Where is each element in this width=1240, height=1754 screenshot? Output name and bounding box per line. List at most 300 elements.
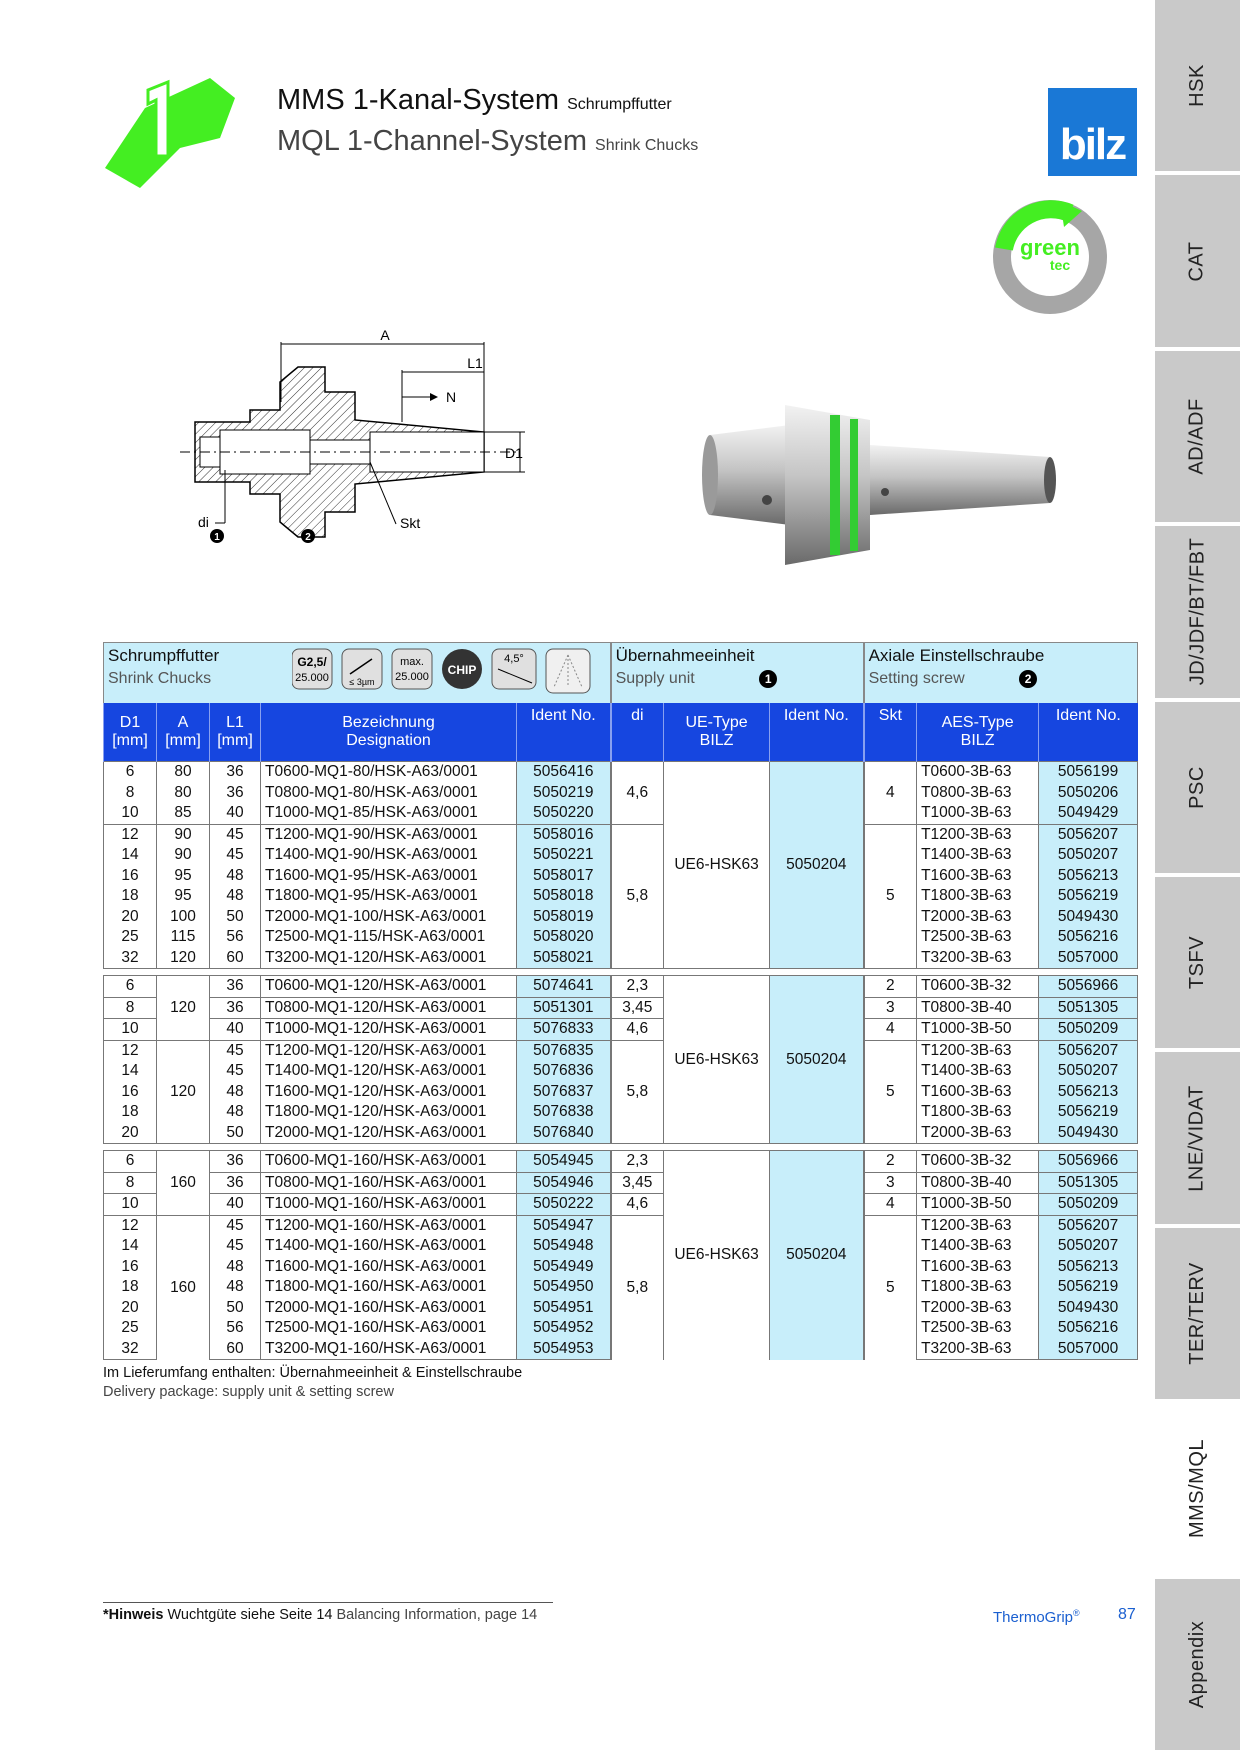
table-row	[104, 824, 1138, 845]
col-l1: L1 [mm]	[210, 703, 261, 762]
cell-designation: T1600-MQ1-95/HSK-A63/0001	[261, 866, 517, 887]
table-row	[104, 1040, 1138, 1061]
cell-designation: T1400-MQ1-90/HSK-A63/0001	[261, 845, 517, 866]
cell-l1: 48	[210, 1082, 261, 1103]
cell-aes-type: T1800-3B-63	[917, 1277, 1039, 1298]
cell-designation: T1200-MQ1-90/HSK-A63/0001	[261, 824, 517, 845]
cell-di: 4,6	[611, 762, 664, 825]
note-de: Im Lieferumfang enthalten: Übernahmeeinheit & Einstellschraube	[103, 1365, 523, 1381]
hint-label: *Hinweis	[103, 1607, 164, 1623]
cell-l1: 40	[210, 803, 261, 824]
cell-skt: 5	[864, 1040, 917, 1144]
cell-aes-type: T2000-3B-63	[917, 1298, 1039, 1319]
cell-ident: 5058018	[517, 886, 611, 907]
col-di: di	[611, 703, 664, 762]
cell-d1: 14	[104, 1236, 157, 1257]
delivery-notes	[103, 1364, 522, 1402]
cell-ue-ident: 5050204	[770, 1151, 864, 1360]
col-a: A [mm]	[157, 703, 210, 762]
dim-l1: L1	[467, 355, 483, 371]
product-photo	[700, 395, 1060, 575]
cell-ident: 5054950	[517, 1277, 611, 1298]
cell-aes-type: T2000-3B-63	[917, 1123, 1039, 1144]
cell-aes-ident: 5050206	[1039, 783, 1138, 804]
cell-d1: 16	[104, 1257, 157, 1278]
group-header-row	[104, 643, 1138, 704]
cell-ident: 5076840	[517, 1123, 611, 1144]
cell-d1: 10	[104, 1194, 157, 1216]
cell-l1: 45	[210, 1215, 261, 1236]
cell-ue-ident: 5050204	[770, 762, 864, 969]
cell-aes-type: T1600-3B-63	[917, 866, 1039, 887]
cell-l1: 56	[210, 1318, 261, 1339]
sidebar-tab-psc[interactable]	[1155, 702, 1240, 877]
cell-aes-type: T1200-3B-63	[917, 1040, 1039, 1061]
sidebar-tab-ad-adf[interactable]	[1155, 351, 1240, 526]
sidebar-tab-hsk[interactable]	[1155, 0, 1240, 175]
note-en: Delivery package: supply unit & setting screw	[103, 1384, 394, 1400]
sidebar-tab-cat[interactable]	[1155, 175, 1240, 350]
cell-aes-type: T0800-3B-63	[917, 783, 1039, 804]
icon-max-25000: 25.000	[395, 671, 429, 683]
cell-ue-type: UE6-HSK63	[664, 762, 770, 969]
col-skt: Skt	[864, 703, 917, 762]
sidebar-tab-appendix[interactable]	[1155, 1579, 1240, 1754]
cell-aes-ident: 5057000	[1039, 1339, 1138, 1360]
cell-aes-type: T1800-3B-63	[917, 886, 1039, 907]
cell-ident: 5054951	[517, 1298, 611, 1319]
cell-d1: 16	[104, 866, 157, 887]
cell-l1: 36	[210, 976, 261, 998]
cell-aes-ident: 5056207	[1039, 1040, 1138, 1061]
cell-skt: 4	[864, 1019, 917, 1041]
cell-aes-type: T2500-3B-63	[917, 1318, 1039, 1339]
dim-a: A	[380, 327, 390, 343]
cell-d1: 12	[104, 1040, 157, 1061]
marker-1-text: 1	[214, 532, 220, 543]
block-separator	[104, 1144, 1138, 1151]
cell-ident: 5076836	[517, 1061, 611, 1082]
technical-drawing	[180, 322, 600, 612]
cell-d1: 10	[104, 803, 157, 824]
cell-l1: 48	[210, 1257, 261, 1278]
sidebar-tab-label: AD/ADF	[1186, 398, 1208, 475]
cell-d1: 20	[104, 907, 157, 928]
cell-l1: 45	[210, 845, 261, 866]
cell-d1: 6	[104, 1151, 157, 1173]
cell-ue-type: UE6-HSK63	[664, 1151, 770, 1360]
cell-a: 120	[157, 1040, 210, 1144]
cell-di: 4,6	[611, 1194, 664, 1216]
cell-aes-ident: 5056219	[1039, 1102, 1138, 1123]
cell-skt: 5	[864, 824, 917, 969]
cell-l1: 60	[210, 1339, 261, 1360]
cell-aes-ident: 5049430	[1039, 1123, 1138, 1144]
cell-a: 90	[157, 845, 210, 866]
cell-skt: 3	[864, 1172, 917, 1194]
cell-designation: T1000-MQ1-120/HSK-A63/0001	[261, 1019, 517, 1041]
table-row	[104, 1019, 1138, 1041]
cell-aes-ident: 5056207	[1039, 824, 1138, 845]
group3-title-en: Setting screw	[868, 670, 965, 688]
sidebar-tab-label: HSK	[1186, 64, 1208, 107]
cell-ident: 5076835	[517, 1040, 611, 1061]
cell-aes-type: T3200-3B-63	[917, 948, 1039, 969]
cell-aes-ident: 5056213	[1039, 866, 1138, 887]
cell-l1: 50	[210, 1298, 261, 1319]
group1-title-en: Shrink Chucks	[108, 670, 212, 687]
cell-d1: 10	[104, 1019, 157, 1041]
sidebar-tab-label: LNE/VIDAT	[1186, 1084, 1208, 1192]
icon-angle: 4,5°	[504, 653, 524, 665]
group2-title-en: Supply unit	[615, 670, 695, 688]
cell-l1: 50	[210, 907, 261, 928]
cell-a: 90	[157, 824, 210, 845]
cell-designation: T2000-MQ1-120/HSK-A63/0001	[261, 1123, 517, 1144]
cell-skt: 4	[864, 762, 917, 825]
cell-aes-ident: 5057000	[1039, 948, 1138, 969]
page-number: 87	[1118, 1606, 1136, 1623]
cell-ident: 5054947	[517, 1215, 611, 1236]
cell-d1: 20	[104, 1123, 157, 1144]
cell-skt: 5	[864, 1215, 917, 1360]
cell-a: 115	[157, 927, 210, 948]
cell-a: 95	[157, 866, 210, 887]
icon-g25: G2,5/	[297, 655, 327, 669]
cell-ident: 5074641	[517, 976, 611, 998]
cell-designation: T1600-MQ1-120/HSK-A63/0001	[261, 1082, 517, 1103]
cell-aes-type: T2500-3B-63	[917, 927, 1039, 948]
cell-aes-ident: 5051305	[1039, 1172, 1138, 1194]
label-skt: Skt	[400, 515, 421, 531]
title-en: MQL 1-Channel-System Shrink Chucks	[277, 125, 699, 157]
cell-aes-ident: 5056966	[1039, 976, 1138, 998]
group3-title-de: Axiale Einstellschraube	[868, 646, 1045, 665]
sidebar-tab-lne-vidat[interactable]	[1155, 1052, 1240, 1227]
cell-skt: 4	[864, 1194, 917, 1216]
col-ident3: Ident No.	[1039, 703, 1138, 762]
cell-ident: 5058017	[517, 866, 611, 887]
cell-designation: T3200-MQ1-120/HSK-A63/0001	[261, 948, 517, 969]
title-de: MMS 1-Kanal-System Schrumpffutter	[277, 84, 672, 116]
cell-ident: 5058020	[517, 927, 611, 948]
cell-designation: T3200-MQ1-160/HSK-A63/0001	[261, 1339, 517, 1360]
feature-icons	[292, 647, 602, 695]
group-shrink-chucks	[104, 643, 611, 704]
cell-l1: 45	[210, 1061, 261, 1082]
label-di: di	[198, 514, 209, 530]
cell-designation: T1000-MQ1-85/HSK-A63/0001	[261, 803, 517, 824]
cell-d1: 8	[104, 1172, 157, 1194]
sidebar-tab-mms-mql[interactable]	[1155, 1403, 1240, 1578]
cell-designation: T2000-MQ1-100/HSK-A63/0001	[261, 907, 517, 928]
cell-d1: 14	[104, 1061, 157, 1082]
table-row	[104, 1215, 1138, 1236]
cell-di: 5,8	[611, 824, 664, 969]
cell-a: 120	[157, 948, 210, 969]
cell-a: 120	[157, 976, 210, 1041]
cell-ident: 5056416	[517, 762, 611, 783]
cell-aes-type: T0600-3B-32	[917, 1151, 1039, 1173]
table-row	[104, 976, 1138, 998]
sidebar-tab-label: CAT	[1185, 241, 1208, 282]
cell-aes-ident: 5056219	[1039, 1277, 1138, 1298]
cell-designation: T2500-MQ1-115/HSK-A63/0001	[261, 927, 517, 948]
col-designation: Bezeichnung Designation	[261, 703, 517, 762]
cell-aes-type: T1200-3B-63	[917, 1215, 1039, 1236]
cell-aes-type: T1400-3B-63	[917, 1236, 1039, 1257]
cell-ident: 5051301	[517, 997, 611, 1019]
badge-tec: tec	[1049, 257, 1071, 273]
footer-rule	[103, 1602, 553, 1603]
cell-d1: 8	[104, 783, 157, 804]
cell-aes-type: T0600-3B-63	[917, 762, 1039, 783]
dim-d1: D1	[505, 445, 523, 461]
cell-a: 85	[157, 803, 210, 824]
cell-di: 2,3	[611, 1151, 664, 1173]
cell-di: 3,45	[611, 1172, 664, 1194]
cell-designation: T0800-MQ1-120/HSK-A63/0001	[261, 997, 517, 1019]
cell-l1: 36	[210, 762, 261, 783]
title-block	[277, 82, 698, 164]
group2-title-de: Übernahmeeinheit	[615, 646, 755, 665]
cell-designation: T1400-MQ1-120/HSK-A63/0001	[261, 1061, 517, 1082]
cell-aes-ident: 5056199	[1039, 762, 1138, 783]
icon-25000: 25.000	[295, 672, 329, 684]
col-aes-type: AES-Type BILZ	[917, 703, 1039, 762]
table-body	[104, 762, 1138, 1360]
block-separator	[104, 969, 1138, 976]
table-row	[104, 1172, 1138, 1194]
cell-l1: 45	[210, 1236, 261, 1257]
cell-skt: 2	[864, 1151, 917, 1173]
cell-d1: 16	[104, 1082, 157, 1103]
cell-aes-type: T1800-3B-63	[917, 1102, 1039, 1123]
icon-runout: ≤ 3µm	[349, 677, 375, 687]
cell-l1: 40	[210, 1019, 261, 1041]
cell-designation: T1000-MQ1-160/HSK-A63/0001	[261, 1194, 517, 1216]
cell-ident: 5054946	[517, 1172, 611, 1194]
cell-a: 160	[157, 1151, 210, 1216]
cell-l1: 60	[210, 948, 261, 969]
cell-aes-ident: 5050209	[1039, 1194, 1138, 1216]
cell-ident: 5076837	[517, 1082, 611, 1103]
cell-l1: 36	[210, 997, 261, 1019]
sidebar-tab-label: MMS/MQL	[1186, 1439, 1208, 1539]
cell-aes-ident: 5056213	[1039, 1082, 1138, 1103]
cell-aes-ident: 5056207	[1039, 1215, 1138, 1236]
cell-di: 5,8	[611, 1040, 664, 1144]
cell-aes-type: T1000-3B-50	[917, 1194, 1039, 1216]
greentec-badge	[990, 197, 1110, 317]
marker-2-badge: 2	[1019, 670, 1037, 688]
cell-di: 2,3	[611, 976, 664, 998]
cell-aes-ident: 5049430	[1039, 907, 1138, 928]
cell-ue-ident: 5050204	[770, 976, 864, 1144]
cell-aes-type: T0800-3B-40	[917, 1172, 1039, 1194]
dim-n: N	[446, 389, 457, 405]
cell-d1: 12	[104, 1215, 157, 1236]
cell-ident: 5058019	[517, 907, 611, 928]
sidebar-tab-label: TSFV	[1186, 936, 1208, 990]
cell-aes-ident: 5050207	[1039, 1061, 1138, 1082]
sidebar-tab-label: JD/JDF/BT/FBT	[1186, 538, 1209, 686]
cell-aes-type: T1000-3B-50	[917, 1019, 1039, 1041]
cell-l1: 48	[210, 866, 261, 887]
table-row	[104, 762, 1138, 783]
cell-designation: T1400-MQ1-160/HSK-A63/0001	[261, 1236, 517, 1257]
cell-designation: T1800-MQ1-160/HSK-A63/0001	[261, 1277, 517, 1298]
cell-l1: 40	[210, 1194, 261, 1216]
cell-aes-ident: 5049429	[1039, 803, 1138, 824]
footnote	[103, 1607, 537, 1623]
cell-aes-type: T1400-3B-63	[917, 1061, 1039, 1082]
cell-d1: 18	[104, 1102, 157, 1123]
product-table	[103, 642, 1138, 1360]
cell-d1: 32	[104, 948, 157, 969]
cell-di: 4,6	[611, 1019, 664, 1041]
cell-d1: 6	[104, 976, 157, 998]
cell-d1: 25	[104, 927, 157, 948]
col-ident: Ident No.	[517, 703, 611, 762]
cell-ident: 5050221	[517, 845, 611, 866]
cell-l1: 45	[210, 1040, 261, 1061]
cell-d1: 32	[104, 1339, 157, 1360]
cell-designation: T0600-MQ1-120/HSK-A63/0001	[261, 976, 517, 998]
cell-designation: T1200-MQ1-120/HSK-A63/0001	[261, 1040, 517, 1061]
cell-ident: 5076833	[517, 1019, 611, 1041]
cell-designation: T1800-MQ1-95/HSK-A63/0001	[261, 886, 517, 907]
col-ue-type: UE-Type BILZ	[664, 703, 770, 762]
separator-cell	[104, 1144, 1138, 1151]
sidebar-tab-tsfv[interactable]	[1155, 877, 1240, 1052]
cell-ident: 5054945	[517, 1151, 611, 1173]
cell-aes-ident: 5050209	[1039, 1019, 1138, 1041]
cell-ident: 5050219	[517, 783, 611, 804]
sidebar-tab-label: Appendix	[1186, 1620, 1208, 1708]
cell-designation: T1200-MQ1-160/HSK-A63/0001	[261, 1215, 517, 1236]
cell-l1: 36	[210, 783, 261, 804]
cell-ue-type: UE6-HSK63	[664, 976, 770, 1144]
sidebar-tab-label: TER/TERV	[1186, 1262, 1209, 1365]
cell-designation: T2000-MQ1-160/HSK-A63/0001	[261, 1298, 517, 1319]
cell-aes-type: T1600-3B-63	[917, 1257, 1039, 1278]
cell-skt: 2	[864, 976, 917, 998]
brand-thermogrip: ThermoGrip®	[993, 1608, 1080, 1626]
bilz-logo: bilz	[1048, 88, 1137, 176]
cell-designation: T0800-MQ1-80/HSK-A63/0001	[261, 783, 517, 804]
cell-aes-ident: 5056966	[1039, 1151, 1138, 1173]
cell-a: 80	[157, 762, 210, 783]
cell-d1: 14	[104, 845, 157, 866]
cell-d1: 18	[104, 1277, 157, 1298]
cell-l1: 48	[210, 1277, 261, 1298]
icon-max: max.	[400, 656, 424, 668]
cell-ident: 5054948	[517, 1236, 611, 1257]
cell-aes-type: T0600-3B-32	[917, 976, 1039, 998]
cell-d1: 25	[104, 1318, 157, 1339]
cell-ident: 5050222	[517, 1194, 611, 1216]
cell-aes-type: T1000-3B-63	[917, 803, 1039, 824]
cell-aes-ident: 5056216	[1039, 1318, 1138, 1339]
cell-designation: T1600-MQ1-160/HSK-A63/0001	[261, 1257, 517, 1278]
cell-d1: 18	[104, 886, 157, 907]
cell-l1: 48	[210, 1102, 261, 1123]
cell-aes-ident: 5049430	[1039, 1298, 1138, 1319]
cell-d1: 8	[104, 997, 157, 1019]
column-header-row	[104, 703, 1138, 762]
cell-di: 5,8	[611, 1215, 664, 1360]
cell-aes-ident: 5056213	[1039, 1257, 1138, 1278]
cell-aes-ident: 5051305	[1039, 997, 1138, 1019]
cell-l1: 56	[210, 927, 261, 948]
hint-en: Balancing Information, page 14	[336, 1607, 538, 1623]
cell-aes-ident: 5050207	[1039, 845, 1138, 866]
mms-1-channel-logo	[100, 78, 240, 188]
cell-ident: 5050220	[517, 803, 611, 824]
table-row	[104, 1194, 1138, 1216]
group-setting-screw	[864, 643, 1138, 704]
group1-title-de: Schrumpffutter	[108, 646, 220, 665]
cell-l1: 36	[210, 1151, 261, 1173]
cell-aes-type: T3200-3B-63	[917, 1339, 1039, 1360]
cell-aes-type: T0800-3B-40	[917, 997, 1039, 1019]
col-ident2: Ident No.	[770, 703, 864, 762]
separator-cell	[104, 969, 1138, 976]
cell-designation: T0600-MQ1-160/HSK-A63/0001	[261, 1151, 517, 1173]
cell-skt: 3	[864, 997, 917, 1019]
cell-d1: 12	[104, 824, 157, 845]
cell-a: 95	[157, 886, 210, 907]
cell-l1: 36	[210, 1172, 261, 1194]
cell-designation: T0600-MQ1-80/HSK-A63/0001	[261, 762, 517, 783]
cell-aes-type: T1200-3B-63	[917, 824, 1039, 845]
cell-ident: 5054949	[517, 1257, 611, 1278]
sidebar-tab-ter-terv[interactable]	[1155, 1228, 1240, 1403]
icon-chip: CHIP	[447, 663, 477, 677]
cell-aes-type: T1400-3B-63	[917, 845, 1039, 866]
cell-l1: 48	[210, 886, 261, 907]
sidebar	[1155, 0, 1240, 1754]
cell-l1: 45	[210, 824, 261, 845]
table-row	[104, 1151, 1138, 1173]
cell-l1: 50	[210, 1123, 261, 1144]
sidebar-tab-jd-jdf-bt-fbt[interactable]	[1155, 526, 1240, 701]
cell-aes-type: T1600-3B-63	[917, 1082, 1039, 1103]
cell-a: 100	[157, 907, 210, 928]
cell-ident: 5054953	[517, 1339, 611, 1360]
cell-designation: T0800-MQ1-160/HSK-A63/0001	[261, 1172, 517, 1194]
cell-d1: 20	[104, 1298, 157, 1319]
cell-aes-type: T2000-3B-63	[917, 907, 1039, 928]
cell-ident: 5058021	[517, 948, 611, 969]
cell-aes-ident: 5056216	[1039, 927, 1138, 948]
cell-a: 160	[157, 1215, 210, 1360]
cell-aes-ident: 5050207	[1039, 1236, 1138, 1257]
table-row	[104, 997, 1138, 1019]
cell-a: 80	[157, 783, 210, 804]
hint-de: Wuchtgüte siehe Seite 14	[167, 1607, 333, 1623]
badge-green: green	[1020, 235, 1080, 260]
col-d1: D1 [mm]	[104, 703, 157, 762]
cell-aes-ident: 5056219	[1039, 886, 1138, 907]
cell-designation: T2500-MQ1-160/HSK-A63/0001	[261, 1318, 517, 1339]
group-supply-unit	[611, 643, 864, 704]
cell-ident: 5058016	[517, 824, 611, 845]
marker-2-text: 2	[305, 532, 311, 543]
cell-ident: 5076838	[517, 1102, 611, 1123]
marker-1-badge: 1	[759, 670, 777, 688]
